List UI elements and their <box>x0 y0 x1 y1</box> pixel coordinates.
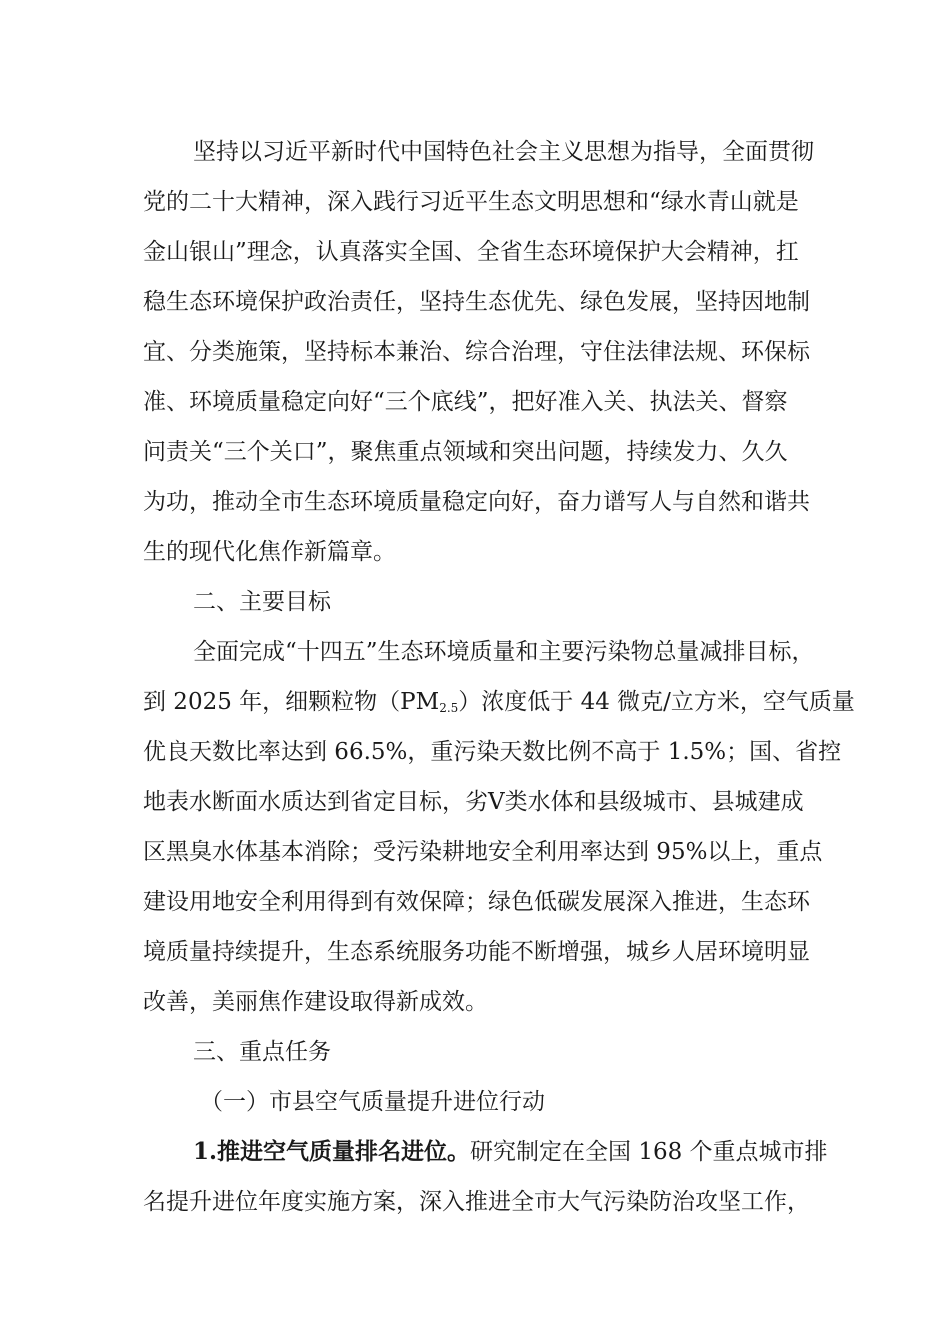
subsection-heading: （一）市县空气质量提升进位行动 <box>200 1089 545 1115</box>
paragraph-line: 为功，推动全市生态环境质量稳定向好，奋力谱写人与自然和谐共 <box>143 489 810 515</box>
text-segment: 研究制定在全国 168 个重点城市排 <box>470 1139 828 1165</box>
item-title: 1.推进空气质量排名进位。 <box>193 1138 471 1165</box>
paragraph-line: 党的二十大精神，深入践行习近平生态文明思想和“绿水青山就是 <box>143 189 799 215</box>
paragraph-line: 名提升进位年度实施方案，深入推进全市大气污染防治攻坚工作， <box>143 1189 810 1215</box>
section-heading: 三、重点任务 <box>193 1039 331 1065</box>
paragraph-line: 建设用地安全利用得到有效保障；绿色低碳发展深入推进，生态环 <box>143 889 810 915</box>
paragraph-line: 区黑臭水体基本消除；受污染耕地安全利用率达到 95%以上，重点 <box>143 839 823 865</box>
subscript: 2.5 <box>439 701 459 715</box>
paragraph-line: 稳生态环境保护政治责任，坚持生态优先、绿色发展，坚持因地制 <box>143 289 810 315</box>
paragraph-line: 优良天数比率达到 66.5%，重污染天数比例不高于 1.5%；国、省控 <box>143 739 842 765</box>
paragraph-line: 地表水断面水质达到省定目标，劣Ⅴ类水体和县级城市、县城建成 <box>143 789 804 815</box>
paragraph-line: 境质量持续提升，生态系统服务功能不断增强，城乡人居环境明显 <box>143 939 810 965</box>
text-segment: 到 2025 年，细颗粒物（PM <box>143 689 440 715</box>
paragraph-line: 全面完成“十四五”生态环境质量和主要污染物总量减排目标， <box>193 639 815 665</box>
paragraph-line: 改善，美丽焦作建设取得新成效。 <box>143 989 488 1015</box>
section-heading: 二、主要目标 <box>193 589 331 615</box>
paragraph-line <box>143 687 855 717</box>
text-segment: ）浓度低于 44 微克/立方米，空气质量 <box>458 689 855 715</box>
paragraph-line: 准、环境质量稳定向好“三个底线”，把好准入关、执法关、督察 <box>143 389 788 415</box>
paragraph-line: 问责关“三个关口”，聚焦重点领域和突出问题，持续发力、久久 <box>143 439 788 465</box>
paragraph-line: 坚持以习近平新时代中国特色社会主义思想为指导，全面贯彻 <box>193 139 814 165</box>
paragraph-line: 金山银山”理念，认真落实全国、全省生态环境保护大会精神，扛 <box>143 239 799 265</box>
paragraph-line: 生的现代化焦作新篇章。 <box>143 539 396 565</box>
paragraph-line <box>193 1137 828 1167</box>
paragraph-line: 宜、分类施策，坚持标本兼治、综合治理，守住法律法规、环保标 <box>143 339 810 365</box>
